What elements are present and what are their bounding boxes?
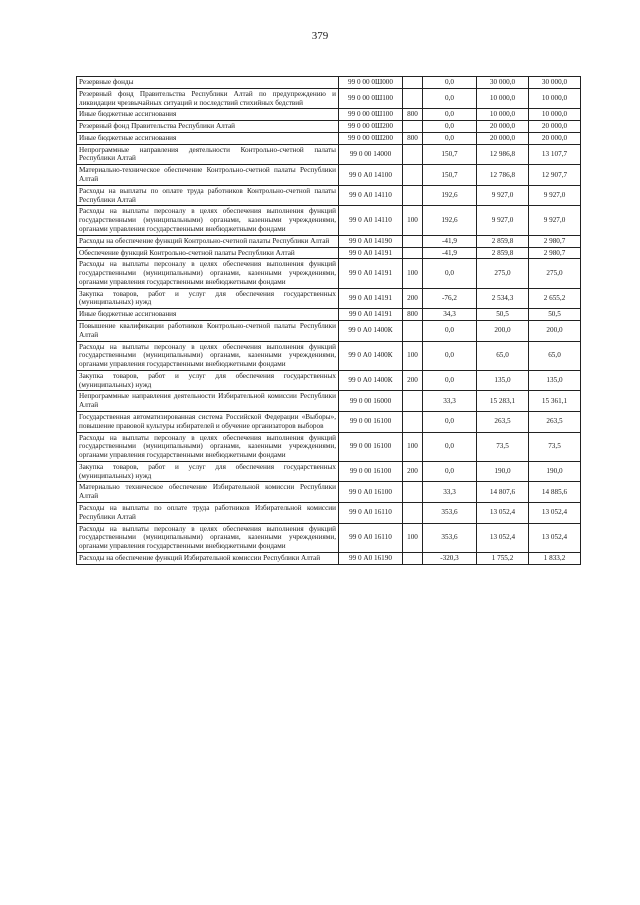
row-code: 99 0 00 0Ш100 bbox=[339, 88, 403, 109]
row-code: 99 0 А0 14191 bbox=[339, 288, 403, 309]
row-value-year1: 275,0 bbox=[477, 259, 529, 288]
table-row bbox=[77, 235, 581, 247]
row-code: 99 0 А0 14191 bbox=[339, 259, 403, 288]
table-row bbox=[77, 247, 581, 259]
row-value-year1: 9 927,0 bbox=[477, 185, 529, 206]
table-row bbox=[77, 370, 581, 391]
row-name: Непрограммные направления деятельности Избирательной комиссии Республики Алтай bbox=[77, 391, 339, 412]
row-expense-type: 800 bbox=[403, 309, 423, 321]
row-value-change: 0,0 bbox=[423, 370, 477, 391]
row-value-change: 0,0 bbox=[423, 461, 477, 482]
row-value-year2: 10 000,0 bbox=[529, 88, 581, 109]
row-value-year2: 13 052,4 bbox=[529, 503, 581, 524]
row-expense-type bbox=[403, 412, 423, 433]
row-value-year2: 1 833,2 bbox=[529, 552, 581, 564]
row-name: Расходы на выплаты персоналу в целях обеспечения выполнения функций государственными (муниципальными) органами, казенными учреждениями, органами управления государственными внебюджетными фондами bbox=[77, 432, 339, 461]
row-value-year2: 65,0 bbox=[529, 341, 581, 370]
row-value-year1: 1 755,2 bbox=[477, 552, 529, 564]
row-value-change: 0,0 bbox=[423, 109, 477, 121]
table-row bbox=[77, 144, 581, 165]
row-value-change: 0,0 bbox=[423, 88, 477, 109]
row-value-year1: 200,0 bbox=[477, 320, 529, 341]
row-name: Закупка товаров, работ и услуг для обеспечения государственных (муниципальных) нужд bbox=[77, 288, 339, 309]
row-expense-type bbox=[403, 503, 423, 524]
row-value-year2: 20 000,0 bbox=[529, 132, 581, 144]
row-value-change: 0,0 bbox=[423, 432, 477, 461]
row-name: Резервный фонд Правительства Республики Алтай bbox=[77, 121, 339, 133]
row-code: 99 0 00 16100 bbox=[339, 432, 403, 461]
row-expense-type bbox=[403, 77, 423, 89]
row-value-change: -41,9 bbox=[423, 235, 477, 247]
row-name: Закупка товаров, работ и услуг для обеспечения государственных (муниципальных) нужд bbox=[77, 370, 339, 391]
row-expense-type bbox=[403, 391, 423, 412]
row-value-change: -76,2 bbox=[423, 288, 477, 309]
row-value-change: 192,6 bbox=[423, 206, 477, 235]
row-expense-type bbox=[403, 482, 423, 503]
row-code: 99 0 00 0Ш200 bbox=[339, 121, 403, 133]
table-row bbox=[77, 165, 581, 186]
row-name: Иные бюджетные ассигнования bbox=[77, 109, 339, 121]
row-expense-type: 100 bbox=[403, 523, 423, 552]
row-value-year1: 13 052,4 bbox=[477, 523, 529, 552]
row-value-change: 150,7 bbox=[423, 165, 477, 186]
row-value-year2: 190,0 bbox=[529, 461, 581, 482]
table-row bbox=[77, 185, 581, 206]
row-value-year2: 9 927,0 bbox=[529, 185, 581, 206]
row-value-year2: 275,0 bbox=[529, 259, 581, 288]
row-value-change: 33,3 bbox=[423, 391, 477, 412]
row-value-year1: 50,5 bbox=[477, 309, 529, 321]
row-value-year1: 2 859,8 bbox=[477, 247, 529, 259]
row-value-change: 0,0 bbox=[423, 412, 477, 433]
row-expense-type: 800 bbox=[403, 109, 423, 121]
row-value-year1: 65,0 bbox=[477, 341, 529, 370]
row-code: 99 0 00 16000 bbox=[339, 391, 403, 412]
row-value-change: 0,0 bbox=[423, 121, 477, 133]
table-row bbox=[77, 77, 581, 89]
table-row bbox=[77, 432, 581, 461]
row-value-year1: 12 986,8 bbox=[477, 144, 529, 165]
row-value-year2: 2 655,2 bbox=[529, 288, 581, 309]
row-value-change: 0,0 bbox=[423, 77, 477, 89]
row-value-year1: 13 052,4 bbox=[477, 503, 529, 524]
row-name: Материально техническое обеспечение Избирательной комиссии Республики Алтай bbox=[77, 482, 339, 503]
row-expense-type bbox=[403, 165, 423, 186]
row-expense-type bbox=[403, 185, 423, 206]
row-value-year2: 263,5 bbox=[529, 412, 581, 433]
table-row bbox=[77, 503, 581, 524]
row-value-year2: 14 885,6 bbox=[529, 482, 581, 503]
row-value-year1: 20 000,0 bbox=[477, 121, 529, 133]
row-expense-type: 100 bbox=[403, 341, 423, 370]
row-name: Расходы на выплаты персоналу в целях обеспечения выполнения функций государственными (муниципальными) органами, казенными учреждениями, органами управления государственными внебюджетными фондами bbox=[77, 523, 339, 552]
row-expense-type bbox=[403, 88, 423, 109]
row-value-change: -320,3 bbox=[423, 552, 477, 564]
table-row bbox=[77, 523, 581, 552]
table-row bbox=[77, 320, 581, 341]
row-value-change: -41,9 bbox=[423, 247, 477, 259]
row-name: Иные бюджетные ассигнования bbox=[77, 309, 339, 321]
row-name: Государственная автоматизированная система Российской Федерации «Выборы», повышение правовой культуры избирателей и обучение организаторов выборов bbox=[77, 412, 339, 433]
row-name: Расходы на выплаты персоналу в целях обеспечения выполнения функций государственными (муниципальными) органами, казенными учреждениями, органами управления государственными внебюджетными фондами bbox=[77, 259, 339, 288]
row-value-change: 150,7 bbox=[423, 144, 477, 165]
row-value-year1: 12 786,8 bbox=[477, 165, 529, 186]
row-value-year2: 73,5 bbox=[529, 432, 581, 461]
row-code: 99 0 00 16100 bbox=[339, 461, 403, 482]
row-value-year2: 30 000,0 bbox=[529, 77, 581, 89]
row-value-year2: 50,5 bbox=[529, 309, 581, 321]
row-name: Расходы на выплаты персоналу в целях обеспечения выполнения функций государственными (муниципальными) органами, казенными учреждениями, органами управления государственными внебюджетными фондами bbox=[77, 206, 339, 235]
row-name: Расходы на обеспечение функций Контрольно-счетной палаты Республики Алтай bbox=[77, 235, 339, 247]
table-row bbox=[77, 391, 581, 412]
row-name: Резервный фонд Правительства Республики Алтай по предупреждению и ликвидации чрезвычайных ситуаций и последствий стихийных бедствий bbox=[77, 88, 339, 109]
row-value-change: 353,6 bbox=[423, 503, 477, 524]
row-value-year2: 200,0 bbox=[529, 320, 581, 341]
row-value-year1: 73,5 bbox=[477, 432, 529, 461]
row-code: 99 0 А0 14110 bbox=[339, 185, 403, 206]
row-value-year1: 135,0 bbox=[477, 370, 529, 391]
table-row bbox=[77, 552, 581, 564]
row-value-year1: 190,0 bbox=[477, 461, 529, 482]
row-value-year1: 20 000,0 bbox=[477, 132, 529, 144]
row-code: 99 0 А0 16110 bbox=[339, 503, 403, 524]
table-row bbox=[77, 121, 581, 133]
row-code: 99 0 00 0Ш000 bbox=[339, 77, 403, 89]
row-code: 99 0 А0 14191 bbox=[339, 247, 403, 259]
row-value-year1: 10 000,0 bbox=[477, 88, 529, 109]
row-code: 99 0 А0 14191 bbox=[339, 309, 403, 321]
row-value-year2: 20 000,0 bbox=[529, 121, 581, 133]
row-name: Расходы на обеспечение функций Избирательной комиссии Республики Алтай bbox=[77, 552, 339, 564]
row-expense-type bbox=[403, 235, 423, 247]
table-row bbox=[77, 461, 581, 482]
table-row bbox=[77, 259, 581, 288]
row-expense-type: 800 bbox=[403, 132, 423, 144]
row-name: Непрограммные направления деятельности Контрольно-счетной палаты Республики Алтай bbox=[77, 144, 339, 165]
row-expense-type: 200 bbox=[403, 461, 423, 482]
row-expense-type bbox=[403, 552, 423, 564]
row-value-year1: 14 807,6 bbox=[477, 482, 529, 503]
row-value-change: 0,0 bbox=[423, 341, 477, 370]
row-value-year1: 10 000,0 bbox=[477, 109, 529, 121]
row-name: Расходы на выплаты по оплате труда работников Избирательной комиссии Республики Алтай bbox=[77, 503, 339, 524]
row-name: Материально-техническое обеспечение Контрольно-счетной палаты Республики Алтай bbox=[77, 165, 339, 186]
row-name: Закупка товаров, работ и услуг для обеспечения государственных (муниципальных) нужд bbox=[77, 461, 339, 482]
table-row bbox=[77, 341, 581, 370]
row-name: Иные бюджетные ассигнования bbox=[77, 132, 339, 144]
row-expense-type: 200 bbox=[403, 288, 423, 309]
row-value-change: 353,6 bbox=[423, 523, 477, 552]
budget-table bbox=[76, 76, 581, 565]
row-value-year1: 2 859,8 bbox=[477, 235, 529, 247]
row-value-year1: 15 283,1 bbox=[477, 391, 529, 412]
row-code: 99 0 А0 1400К bbox=[339, 341, 403, 370]
row-expense-type: 100 bbox=[403, 432, 423, 461]
row-value-year1: 30 000,0 bbox=[477, 77, 529, 89]
table-row bbox=[77, 288, 581, 309]
row-code: 99 0 А0 16190 bbox=[339, 552, 403, 564]
row-name: Обеспечение функций Контрольно-счетной палаты Республики Алтай bbox=[77, 247, 339, 259]
row-code: 99 0 А0 16100 bbox=[339, 482, 403, 503]
row-expense-type: 100 bbox=[403, 259, 423, 288]
row-name: Расходы на выплаты персоналу в целях обеспечения выполнения функций государственными (муниципальными) органами, казенными учреждениями, органами управления государственными внебюджетными фондами bbox=[77, 341, 339, 370]
row-value-year2: 13 107,7 bbox=[529, 144, 581, 165]
table-row bbox=[77, 132, 581, 144]
row-code: 99 0 А0 14190 bbox=[339, 235, 403, 247]
row-value-year2: 13 052,4 bbox=[529, 523, 581, 552]
row-code: 99 0 00 16100 bbox=[339, 412, 403, 433]
row-value-year2: 135,0 bbox=[529, 370, 581, 391]
row-value-change: 192,6 bbox=[423, 185, 477, 206]
row-expense-type bbox=[403, 121, 423, 133]
table-row bbox=[77, 482, 581, 503]
table-row bbox=[77, 412, 581, 433]
page-number: 379 bbox=[311, 30, 329, 42]
row-value-year2: 2 980,7 bbox=[529, 235, 581, 247]
row-value-year2: 2 980,7 bbox=[529, 247, 581, 259]
row-value-change: 34,3 bbox=[423, 309, 477, 321]
row-code: 99 0 А0 1400К bbox=[339, 320, 403, 341]
row-value-change: 33,3 bbox=[423, 482, 477, 503]
row-expense-type: 100 bbox=[403, 206, 423, 235]
row-code: 99 0 00 0Ш100 bbox=[339, 109, 403, 121]
row-code: 99 0 А0 14110 bbox=[339, 206, 403, 235]
row-value-year1: 2 534,3 bbox=[477, 288, 529, 309]
row-code: 99 0 А0 16110 bbox=[339, 523, 403, 552]
row-code: 99 0 00 0Ш200 bbox=[339, 132, 403, 144]
table-row bbox=[77, 109, 581, 121]
budget-table-body bbox=[77, 77, 581, 565]
row-code: 99 0 А0 1400К bbox=[339, 370, 403, 391]
row-value-change: 0,0 bbox=[423, 259, 477, 288]
row-value-year2: 12 907,7 bbox=[529, 165, 581, 186]
table-row bbox=[77, 309, 581, 321]
table-row bbox=[77, 88, 581, 109]
row-name: Резервные фонды bbox=[77, 77, 339, 89]
row-code: 99 0 00 14000 bbox=[339, 144, 403, 165]
row-expense-type bbox=[403, 320, 423, 341]
row-name: Расходы на выплаты по оплате труда работников Контрольно-счетной палаты Республики Алтай bbox=[77, 185, 339, 206]
row-name: Повышение квалификации работников Контрольно-счетной палаты Республики Алтай bbox=[77, 320, 339, 341]
row-expense-type: 200 bbox=[403, 370, 423, 391]
table-row bbox=[77, 206, 581, 235]
row-value-year1: 263,5 bbox=[477, 412, 529, 433]
row-expense-type bbox=[403, 144, 423, 165]
row-value-year2: 9 927,0 bbox=[529, 206, 581, 235]
row-code: 99 0 А0 14100 bbox=[339, 165, 403, 186]
row-value-year2: 10 000,0 bbox=[529, 109, 581, 121]
row-expense-type bbox=[403, 247, 423, 259]
row-value-change: 0,0 bbox=[423, 320, 477, 341]
row-value-year1: 9 927,0 bbox=[477, 206, 529, 235]
row-value-year2: 15 361,1 bbox=[529, 391, 581, 412]
row-value-change: 0,0 bbox=[423, 132, 477, 144]
